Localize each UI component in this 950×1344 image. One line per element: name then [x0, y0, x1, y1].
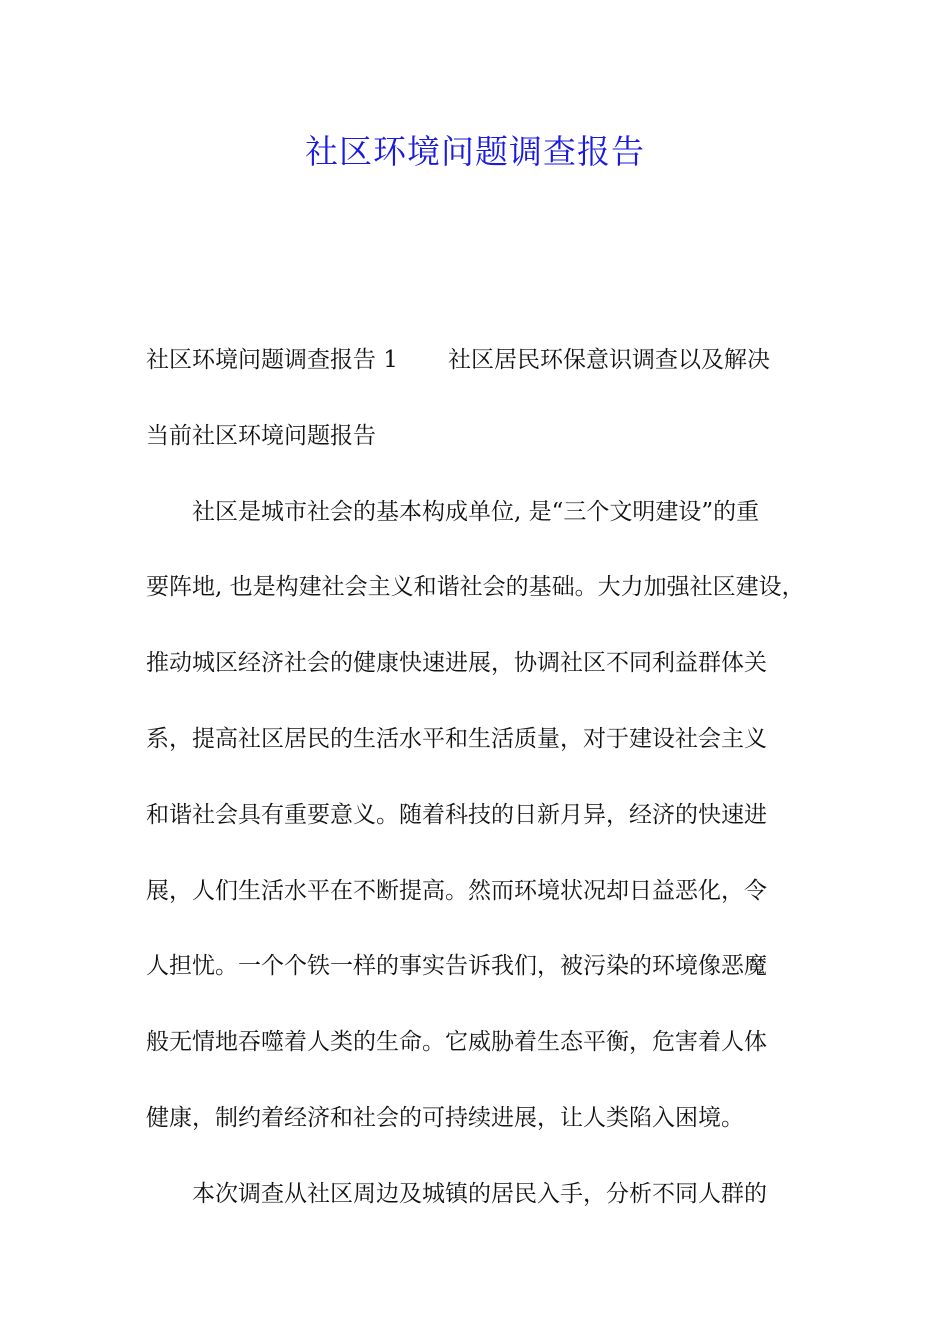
paragraph-2-line: 本次调查从社区周边及城镇的居民入手，分析不同人群的	[192, 1180, 767, 1207]
paragraph-1-line: 展，人们生活水平在不断提高。然而环境状况却日益恶化，令	[146, 877, 767, 904]
paragraph-1-line: 社区是城市社会的基本构成单位, 是“三个文明建设”的重	[192, 498, 760, 525]
document-title: 社区环境问题调查报告	[305, 132, 645, 171]
paragraph-1-line: 和谐社会具有重要意义。随着科技的日新月异，经济的快速进	[146, 801, 767, 828]
paragraph-1-line: 般无情地吞噬着人类的生命。它威胁着生态平衡，危害着人体	[146, 1029, 767, 1056]
heading-line	[146, 337, 818, 413]
paragraph-1-line: 系，提高社区居民的生活水平和生活质量，对于建设社会主义	[146, 725, 767, 752]
paragraph-1-line: 健康，制约着经济和社会的可持续进展，让人类陷入困境。	[146, 1104, 744, 1131]
report-subtitle: 社区居民环保意识调查以及解决	[447, 347, 770, 373]
paragraph-1-line: 人担忧。一个个铁一样的事实告诉我们，被污染的环境像恶魔	[146, 953, 767, 980]
document-body	[146, 337, 818, 1247]
paragraph-1-line: 要阵地, 也是构建社会主义和谐社会的基础。大力加强社区建设，	[146, 574, 805, 601]
paragraph-1-line: 推动城区经济社会的健康快速进展，协调社区不同利益群体关	[146, 650, 767, 677]
report-number-label: 社区环境问题调查报告 1	[146, 347, 398, 373]
heading-line-continued: 当前社区环境问题报告	[146, 422, 376, 449]
